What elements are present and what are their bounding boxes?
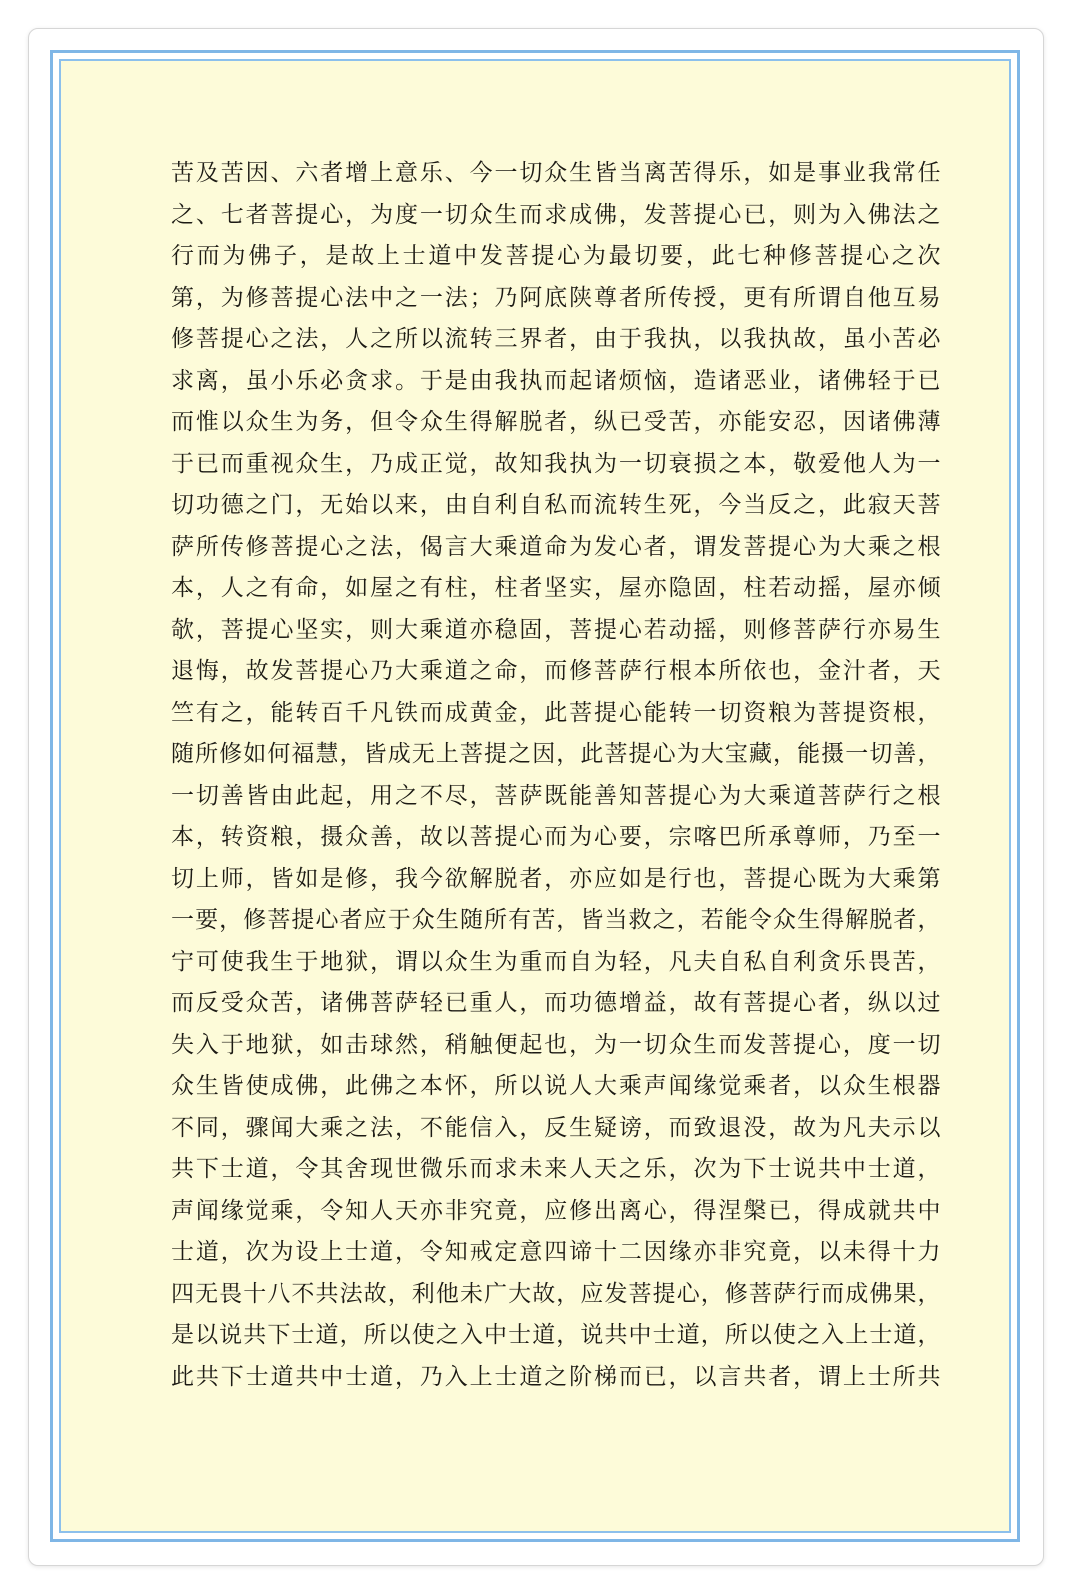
text-line: 而惟以众生为务，但令众生得解脱者，纵已受苦，亦能安忍，因诸佛薄	[171, 409, 941, 435]
text-line: 一要，修菩提心者应于众生随所有苦，皆当救之，若能令众生得解脱者，	[171, 907, 941, 933]
text-line: 声闻缘觉乘，令知人天亦非究竟，应修出离心，得涅槃已，得成就共中	[171, 1197, 941, 1224]
text-line: 而反受众苦，诸佛菩萨轻已重人，而功德增益，故有菩提心者，纵以过	[171, 990, 941, 1016]
text-line: 士道，次为设上士道，令知戒定意四谛十二因缘亦非究竟，以未得十力	[171, 1239, 941, 1265]
text-line: 众生皆使成佛，此佛之本怀，所以说人大乘声闻缘觉乘者，以众生根器	[171, 1073, 941, 1099]
text-line: 一切善皆由此起，用之不尽，菩萨既能善知菩提心为大乘道菩萨行之根	[171, 782, 941, 809]
text-line: 第，为修菩提心法中之一法；乃阿底陕尊者所传授，更有所谓自他互易	[171, 284, 941, 311]
page-border	[50, 50, 1020, 1542]
page-paper	[59, 59, 1011, 1533]
text-line: 切功德之门，无始以来，由自利自私而流转生死，今当反之，此寂天菩	[171, 492, 941, 518]
text-line: 修菩提心之法，人之所以流转三界者，由于我执，以我执故，虽小苦必	[171, 326, 941, 352]
text-line: 于已而重视众生，乃成正觉，故知我执为一切衰损之本，敬爱他人为一	[171, 450, 941, 477]
text-line: 本，转资粮，摄众善，故以菩提心而为心要，宗喀巴所承尊师，乃至一	[171, 824, 941, 850]
text-line: 萨所传修菩提心之法，偈言大乘道命为发心者，谓发菩提心为大乘之根	[171, 533, 941, 560]
text-line: 宁可使我生于地狱，谓以众生为重而自为轻，凡夫自私自利贪乐畏苦，	[171, 948, 941, 975]
text-line: 随所修如何福慧，皆成无上菩提之因，此菩提心为大宝藏，能摄一切善，	[171, 741, 941, 767]
text-line: 苦及苦因、六者增上意乐、今一切众生皆当离苦得乐，如是事业我常任	[171, 160, 941, 186]
text-line: 本，人之有命，如屋之有柱，柱者坚实，屋亦隐固，柱若动摇，屋亦倾	[171, 575, 941, 601]
text-line: 是以说共下士道，所以使之入中士道，说共中士道，所以使之入上士道，	[171, 1322, 941, 1348]
text-line: 欹，菩提心坚实，则大乘道亦稳固，菩提心若动摇，则修菩萨行亦易生	[171, 616, 941, 643]
text-line: 退悔，故发菩提心乃大乘道之命，而修菩萨行根本所依也，金汁者，天	[171, 658, 941, 684]
text-line: 此共下士道共中士道，乃入上士道之阶梯而已，以言共者，谓上士所共	[171, 1363, 941, 1390]
text-line: 求离，虽小乐必贪求。于是由我执而起诸烦恼，造诸恶业，诸佛轻于已	[171, 367, 941, 394]
text-line: 行而为佛子，是故上士道中发菩提心为最切要，此七种修菩提心之次	[171, 243, 941, 269]
text-line: 失入于地狱，如击球然，稍触便起也，为一切众生而发菩提心，度一切	[171, 1031, 941, 1058]
text-line: 共下士道，令其舍现世微乐而求未来人天之乐，次为下士说共中士道，	[171, 1156, 941, 1182]
text-line: 竺有之，能转百千凡铁而成黄金，此菩提心能转一切资粮为菩提资根，	[171, 699, 941, 726]
text-line: 切上师，皆如是修，我今欲解脱者，亦应如是行也，菩提心既为大乘第	[171, 865, 941, 892]
text-line: 不同，骤闻大乘之法，不能信入，反生疑谤，而致退没，故为凡夫示以	[171, 1114, 941, 1141]
document-text	[171, 153, 941, 1398]
text-line: 之、七者菩提心，为度一切众生而求成佛，发菩提心已，则为入佛法之	[171, 201, 941, 228]
text-line: 四无畏十八不共法故，利他未广大故，应发菩提心，修菩萨行而成佛果，	[171, 1280, 941, 1307]
